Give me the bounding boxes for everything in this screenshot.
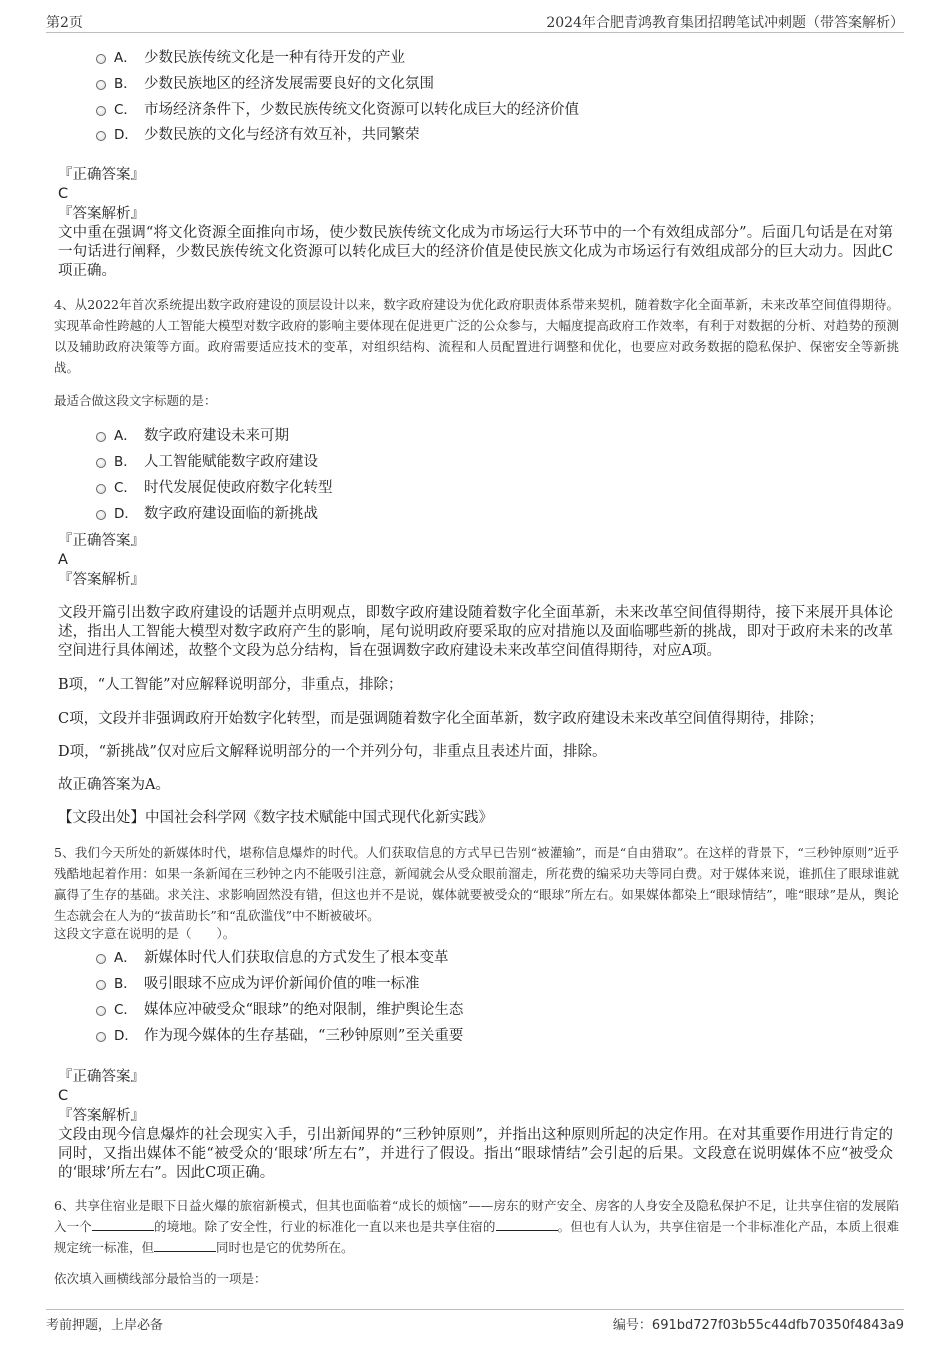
q3-analysis-label: 『答案解析』 [58, 206, 145, 222]
q5-answer-label: 『正确答案』 [58, 1069, 145, 1085]
footer-id-code: 691bd727f03b55c44dfb70350f4843a9 [651, 1318, 904, 1333]
option-text: 媒体应冲破受众“眼球”的绝对限制，维护舆论生态 [144, 1001, 464, 1018]
option-text: 新媒体时代人们获取信息的方式发生了根本变革 [144, 949, 449, 966]
option-text: 数字政府建设未来可期 [144, 427, 289, 444]
option-text: 作为现今媒体的生存基础，“三秒钟原则”至关重要 [144, 1027, 464, 1044]
document-title: 2024年合肥青鸿教育集团招聘笔试冲刺题（带答案解析） [546, 15, 904, 31]
option-text: 少数民族的文化与经济有效互补，共同繁荣 [144, 126, 420, 143]
q3-option-d[interactable] [96, 122, 420, 144]
option-letter: A． [114, 950, 137, 966]
option-letter: A． [114, 428, 137, 444]
q4-analysis-paragraph-2: B项，“人工智能”对应解释说明部分，非重点，排除； [58, 677, 403, 693]
q5-option-b[interactable] [96, 971, 420, 993]
q5-option-c[interactable] [96, 997, 463, 1019]
radio-icon[interactable] [96, 80, 106, 90]
option-letter: D． [114, 1028, 138, 1044]
option-letter: D． [114, 127, 138, 143]
q4-stem: 4、从2022年首次系统提出数字政府建设的顶层设计以来，数字政府建设为优化政府职责体系带来契机，随着数字化全面革新，未来改革空间值得期待。实现革命性跨越的人工智能大模型对数字政府的影响主要体现在促进更广泛的公众参与，大幅度提高政府工作效率，有利于对数据的分析、对趋势的预测以及辅助政府决策等方面。政府需要适应技术的变革，对组织结构、流程和人员配置进行调整和优化，也要应对政务数据的隐私保护、保密安全等新挑战。 [54, 297, 899, 375]
q5-answer: C [58, 1088, 69, 1104]
q6-stem [54, 1195, 899, 1258]
option-letter: C． [114, 480, 137, 496]
fill-blank-2[interactable] [496, 1218, 558, 1231]
option-text: 市场经济条件下，少数民族传统文化资源可以转化成巨大的经济价值 [144, 101, 579, 118]
q4-analysis-label: 『答案解析』 [58, 572, 145, 588]
option-letter: B． [114, 454, 137, 470]
q6-stem-part-4: 同时也是它的优势所在。 [216, 1240, 354, 1255]
radio-icon[interactable] [96, 1006, 106, 1016]
q5-stem: 5、我们今天所处的新媒体时代，堪称信息爆炸的时代。人们获取信息的方式早已告别“被灌输”，而是“自由猎取”。在这样的背景下，“三秒钟原则”近乎残酷地起着作用：如果一条新闻在三秒钟之内不能吸引注意，新闻就会从受众眼前溜走，所花费的编采功夫等同白费。对于媒体来说，谁抓住了眼球谁就赢得了生存的基础。求关注、求影响固然没有错，但这也并不是说，媒体就要被受众的“眼球”所左右。如果媒体都染上“眼球情结”，唯“眼球”是从，舆论生态就会在人为的“拔苗助长”和“乱砍滥伐”中不断被破坏。 [54, 845, 899, 923]
q4-analysis-paragraph-1: 文段开篇引出数字政府建设的话题并点明观点，即数字政府建设随着数字化全面革新，未来改革空间值得期待，接下来展开具体论述，指出人工智能大模型对数字政府产生的影响，尾句说明政府要采取的应对措施以及面临哪些新的挑战，即对于政府未来的改革空间进行具体阐述，故整个文段为总分结构，旨在强调数字政府建设未来改革空间值得期待，对应A项。 [58, 605, 893, 659]
q4-analysis-paragraph-5: 故正确答案为A。 [58, 777, 170, 793]
q3-option-a[interactable] [96, 45, 405, 67]
q4-analysis-paragraph-4: D项，“新挑战”仅对应后文解释说明部分的一个并列分句，非重点且表述片面，排除。 [58, 744, 607, 760]
option-letter: C． [114, 102, 137, 118]
q3-answer: C [58, 186, 69, 202]
option-text: 时代发展促使政府数字化转型 [144, 479, 333, 496]
page-number: 第2页 [46, 15, 83, 31]
q4-option-d[interactable] [96, 501, 318, 523]
radio-icon[interactable] [96, 54, 106, 64]
option-text: 少数民族地区的经济发展需要良好的文化氛围 [144, 75, 434, 92]
radio-icon[interactable] [96, 106, 106, 116]
q3-option-b[interactable] [96, 71, 434, 93]
option-letter: B． [114, 976, 137, 992]
option-letter: D． [114, 506, 138, 522]
q3-analysis: 文中重在强调“将文化资源全面推向市场，使少数民族传统文化成为市场运行大环节中的一个有效组成部分”。后面几句话是在对第一句话进行阐释，少数民族传统文化资源可以转化成巨大的经济价值是使民族文化成为市场运行有效组成部分的巨大动力。因此C项正确。 [58, 225, 893, 279]
q5-option-a[interactable] [96, 945, 449, 967]
radio-icon[interactable] [96, 458, 106, 468]
fill-blank-1[interactable] [92, 1218, 154, 1231]
option-text: 吸引眼球不应成为评价新闻价值的唯一标准 [144, 975, 420, 992]
radio-icon[interactable] [96, 484, 106, 494]
q3-answer-label: 『正确答案』 [58, 167, 145, 183]
footer-divider [46, 1309, 904, 1310]
option-letter: B． [114, 76, 137, 92]
q6-stem-part-1: 6、共享住宿业是眼下日益火爆的旅宿新模式，但其也面临着“成长的烦恼”——房东的财产安全、房客的人身安全及隐私保护不足，让共享住宿的发展陷入一个 [54, 1198, 899, 1234]
q4-answer: A [58, 552, 68, 568]
q4-source: 【文段出处】中国社会科学网《数字技术赋能中国式现代化新实践》 [58, 810, 493, 826]
radio-icon[interactable] [96, 432, 106, 442]
q6-stem-part-3: 。但也有人认为，共享住宿是一个非标准化产品，本质上很难规定统一标准，但 [54, 1219, 899, 1255]
option-letter: A． [114, 50, 137, 66]
q5-prompt: 这段文字意在说明的是（ ）。 [54, 926, 236, 941]
radio-icon[interactable] [96, 980, 106, 990]
q4-option-b[interactable] [96, 449, 318, 471]
q5-analysis: 文段由现今信息爆炸的社会现实入手，引出新闻界的“三秒钟原则”，并指出这种原则所起的决定作用。在对其重要作用进行肯定的同时，又指出媒体不能“被受众的‘眼球’所左右”，并进行了假设。指出“眼球情结”会引起的后果。文段意在说明媒体不应“被受众的‘眼球’所左右”。因此C项正确。 [58, 1127, 893, 1181]
q4-option-a[interactable] [96, 423, 289, 445]
footer-id-label: 编号： [612, 1318, 652, 1333]
footer-slogan: 考前押题，上岸必备 [46, 1318, 164, 1333]
q4-option-c[interactable] [96, 475, 333, 497]
radio-icon[interactable] [96, 131, 106, 141]
q3-option-c[interactable] [96, 97, 579, 119]
option-letter: C． [114, 1002, 137, 1018]
radio-icon[interactable] [96, 1032, 106, 1042]
radio-icon[interactable] [96, 954, 106, 964]
option-text: 人工智能赋能数字政府建设 [144, 453, 318, 470]
footer-id [613, 1314, 904, 1333]
fill-blank-3[interactable] [154, 1239, 216, 1252]
radio-icon[interactable] [96, 510, 106, 520]
q5-option-d[interactable] [96, 1023, 463, 1045]
q4-prompt: 最适合做这段文字标题的是： [54, 393, 217, 408]
q6-stem-part-2: 的境地。除了安全性，行业的标准化一直以来也是共享住宿的 [153, 1219, 496, 1234]
option-text: 少数民族传统文化是一种有待开发的产业 [144, 49, 405, 66]
q4-analysis-paragraph-3: C项，文段并非强调政府开始数字化转型，而是强调随着数字化全面革新，数字政府建设未来改革空间值得期待，排除； [58, 711, 824, 727]
q4-answer-label: 『正确答案』 [58, 533, 145, 549]
q6-prompt: 依次填入画横线部分最恰当的一项是： [54, 1271, 267, 1286]
q5-analysis-label: 『答案解析』 [58, 1108, 145, 1124]
option-text: 数字政府建设面临的新挑战 [144, 505, 318, 522]
header-divider [46, 32, 904, 33]
